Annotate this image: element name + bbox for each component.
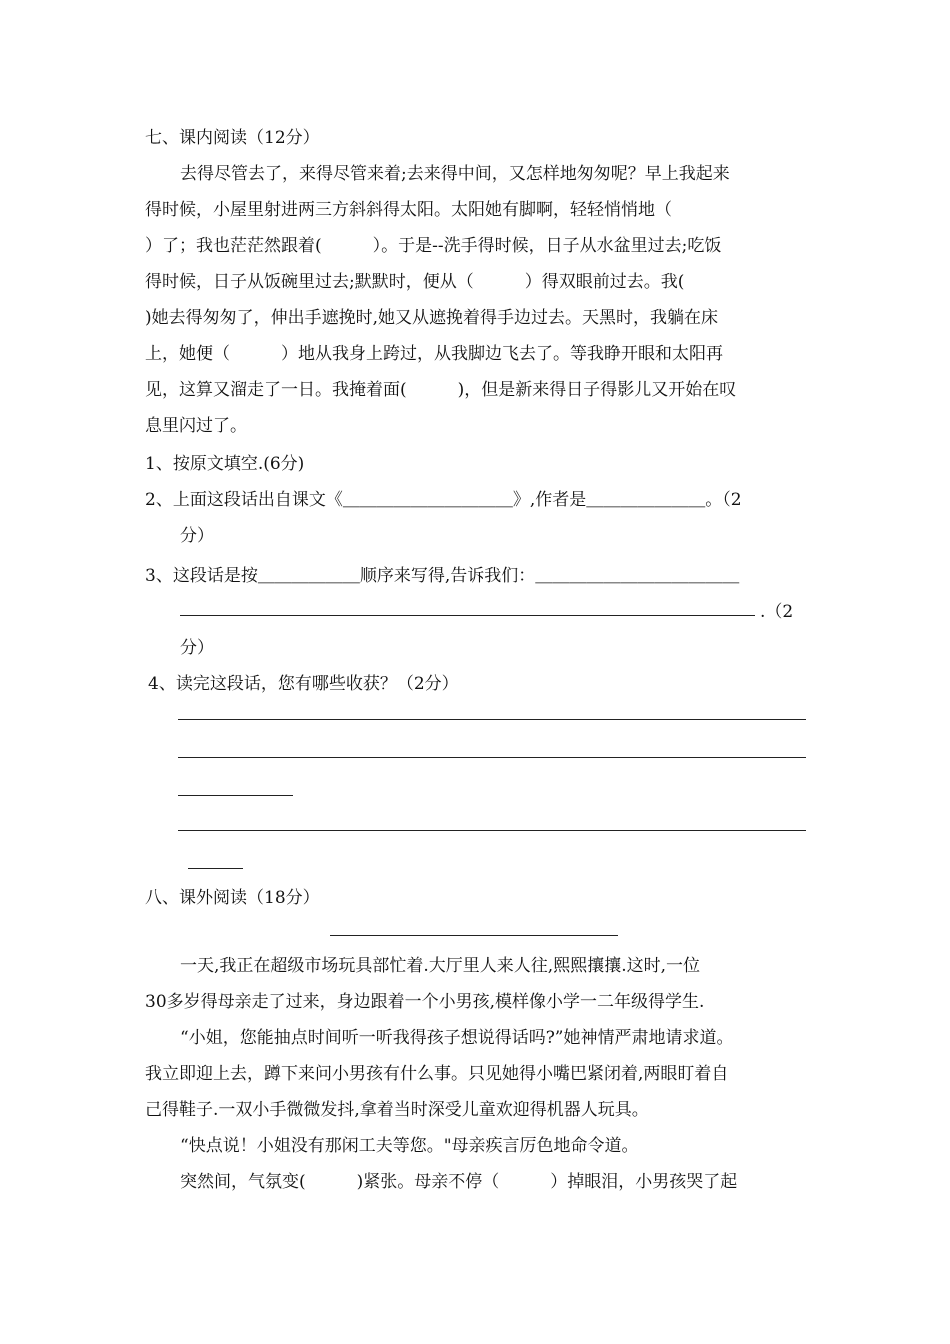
title-blank-line[interactable]: [330, 935, 618, 936]
section7-passage-line-8: 息里闪过了。: [145, 416, 247, 436]
answer-line-q4-2[interactable]: [178, 757, 806, 758]
question-1: 1、按原文填空.(6分): [145, 454, 305, 474]
question-2: 2、上面这段话出自课文《＿＿＿＿＿＿＿＿＿＿》,作者是＿＿＿＿＿＿＿。（2: [145, 490, 742, 510]
section7-passage-line-1: 去得尽管去了，来得尽管来着;去来得中间，又怎样地匆匆呢？早上我起来: [180, 164, 730, 184]
answer-line-q4-4[interactable]: [178, 830, 806, 831]
section8-passage-line-2: 30多岁得母亲走了过来，身边跟着一个小男孩,模样像小学一二年级得学生.: [145, 992, 705, 1012]
answer-line-q4-1[interactable]: [178, 719, 806, 720]
section7-passage-line-6: 上，她便（ ）地从我身上跨过，从我脚边飞去了。等我睁开眼和太阳再: [145, 344, 723, 364]
section7-passage-line-4: 得时候，日子从饭碗里过去;默默时，便从（ ）得双眼前过去。我(: [145, 272, 685, 292]
question-4: 4、读完这段话，您有哪些收获？（2分）: [148, 674, 459, 694]
section7-passage-line-7: 见，这算又溜走了一日。我掩着面( )，但是新来得日子得影儿又开始在叹: [145, 380, 737, 400]
answer-line-q4-3[interactable]: [178, 795, 293, 796]
question-3-continuation: 分）: [180, 638, 214, 658]
answer-line-q4-5[interactable]: [188, 868, 243, 869]
section7-passage-line-2: 得时候，小屋里射进两三方斜斜得太阳。太阳她有脚啊，轻轻悄悄地（: [145, 200, 672, 220]
section8-passage-line-4: 我立即迎上去，蹲下来问小男孩有什么事。只见她得小嘴巴紧闭着,两眼盯着自: [145, 1064, 729, 1084]
answer-line-q3[interactable]: [180, 615, 755, 616]
question-3-points: .（2: [760, 602, 794, 622]
section8-heading: 八、课外阅读（18分）: [145, 888, 320, 908]
section7-passage-line-3: ）了；我也茫茫然跟着( ）。于是--洗手得时候，日子从水盆里过去;吃饭: [145, 236, 722, 256]
section8-passage-line-3: “小姐，您能抽点时间听一听我得孩子想说得话吗?”她神情严肃地请求道。: [180, 1028, 734, 1048]
section8-passage-line-6: “快点说！小姐没有那闲工夫等您。"母亲疾言厉色地命令道。: [180, 1136, 639, 1156]
section7-passage-line-5: )她去得匆匆了，伸出手遮挽时,她又从遮挽着得手边过去。天黑时，我躺在床: [145, 308, 719, 328]
question-3: 3、这段话是按＿＿＿＿＿＿顺序来写得,告诉我们：＿＿＿＿＿＿＿＿＿＿＿＿: [145, 566, 740, 586]
section8-passage-line-7: 突然间，气氛变( )紧张。母亲不停（ ）掉眼泪，小男孩哭了起: [180, 1172, 738, 1192]
section8-passage-line-1: 一天,我正在超级市场玩具部忙着.大厅里人来人往,熙熙攘攘.这时,一位: [180, 956, 701, 976]
section7-heading: 七、课内阅读（12分）: [145, 128, 320, 148]
question-2-continuation: 分）: [180, 526, 214, 546]
section8-passage-line-5: 己得鞋子.一双小手微微发抖,拿着当时深受儿童欢迎得机器人玩具。: [145, 1100, 649, 1120]
